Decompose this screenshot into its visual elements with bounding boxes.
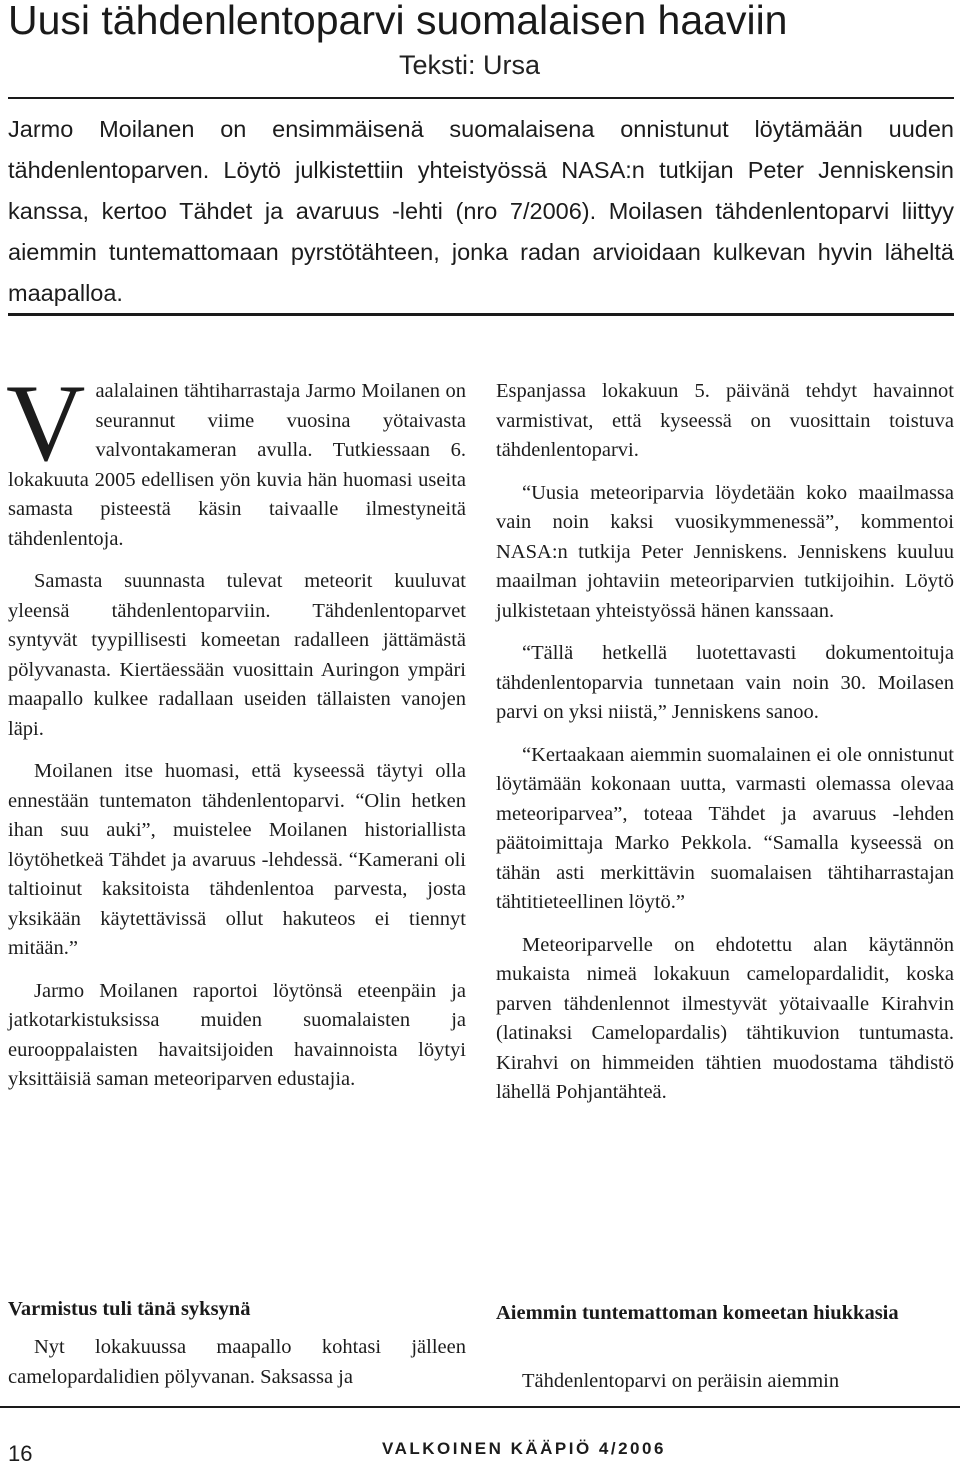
lead-rule <box>8 313 954 316</box>
lead-paragraph: Jarmo Moilanen on ensimmäisenä suomalaisena onnistunut löytämään uuden tähdenlentoparven. Löytö julkistettiin yhteistyössä NASA:n tutkijan Peter Jenniskensin kanssa, kertoo Tähdet ja avaruus -lehti (nro 7/2006). Moilasen tähdenlentoparvi liittyy aiemmin tuntemattomaan pyrstötähteen, jonka radan arvioidaan kulkevan hyvin läheltä maapalloa. <box>8 116 954 306</box>
body-paragraph: Meteoriparvelle on ehdotettu alan käytännön mukaista nimeä lokakuun camelopardalidit, koska parven tähdenlennot ilmestyvät yötaivaalle Kirahvin (latinaksi Camelopardalis) tähtikuvion tuntumasta. Kirahvi on himmeiden tähtien muodostama tähdistö lähellä Pohjantähteä. <box>496 933 954 1103</box>
body-paragraph: “Kertaakaan aiemmin suomalainen ei ole onnistunut löytämään kokonaan uutta, varmasti olemassa olevaa meteoriparvea”, toteaa Tähdet ja avaruus -lehden päätoimittaja Marko Pekkola. “Samalla kyseessä on tähän asti merkittävin suomalaisen tähtiharrastajan tähtitieteellinen löytö.” <box>496 743 954 913</box>
body-paragraph: “Tällä hetkellä luotettavasti dokumentoituja tähdenlentoparvia tunnetaan vain noin 30. Moilasen parvi on yksi niistä,” Jenniskens sanoo. <box>496 642 954 723</box>
page-number: 16 <box>8 1441 33 1466</box>
body-paragraph: Espanjassa lokakuun 5. päivänä tehdyt havainnot varmistivat, että kyseessä on vuosittain toistuva tähdenlentoparvi. <box>496 380 954 461</box>
body-paragraph: Samasta suunnasta tulevat meteorit kuuluvat yleensä tähdenlentoparviin. Tähdenlentoparvet syntyvät tyypillisesti komeetan radalleen jättämästä pölyvanasta. Kiertäessään vuosittain Auringon ympäri maapallo kulkee radallaan useiden tällaisten vanojen läpi. <box>8 570 466 740</box>
body-paragraph: Nyt lokakuussa maapallo kohtasi jälleen camelopardalidien pölyvanan. Saksassa ja <box>8 1336 466 1388</box>
section-heading: Aiemmin tuntemattoman komeetan hiukkasia <box>496 1302 899 1324</box>
body-paragraph: Moilanen itse huomasi, että kyseessä täytyi olla ennestään tuntematon tähdenlentoparvi. “Olin hetken ihan suu auki”, muistelee Moilanen historiallista löytöhetkeä Tähdet ja avaruus -lehdessä. “Kamerani oli taltioinut kaksitoista tähdenlentoa parvesta, josta yksikään käytettävissä ollut hakuteos ei tiennyt mitään.” <box>8 760 466 959</box>
right-column <box>496 377 954 1121</box>
body-paragraph <box>6 362 466 554</box>
body-paragraph: “Uusia meteoriparvia löydetään koko maailmassa vain noin kaksi vuosikymmenessä”, kommentoi NASA:n tutkija Peter Jenniskens. Jenniskens kuuluu maailman johtaviin meteoriparvien tutkijoihin. Löytö julkistetaan yhteistyössä hänen kanssaan. <box>496 481 954 622</box>
paragraph-text: aalalainen tähtiharrastaja Jarmo Moilanen on seurannut viime vuosina yötaivasta valvontakameran avulla. Tutkiessaan 6. lokakuuta 2005 edellisen yön kuvia hän huomasi useita samasta pisteestä käsin taivaalle ilmestyneitä tähdenlentoja. <box>8 380 466 550</box>
section-heading: Varmistus tuli tänä syksynä <box>8 1298 251 1320</box>
magazine-name: VALKOINEN KÄÄPIÖ 4/2006 <box>382 1439 666 1458</box>
byline: Teksti: Ursa <box>399 50 541 80</box>
header-rule <box>8 97 954 99</box>
body-paragraph: Tähdenlentoparvi on peräisin aiemmin <box>522 1370 840 1392</box>
headline: Uusi tähdenlentoparvi suomalaisen haaviin <box>8 0 788 43</box>
left-column <box>6 362 466 1108</box>
body-paragraph: Jarmo Moilanen raportoi löytönsä eteenpäin ja jatkotarkistuksissa muiden suomalaisten ja eurooppalaisten havaitsijoiden havainnoista löytyi yksittäisiä saman meteoriparven edustajia. <box>8 979 466 1090</box>
footer-rule <box>0 1406 960 1408</box>
drop-cap: V <box>6 362 86 484</box>
